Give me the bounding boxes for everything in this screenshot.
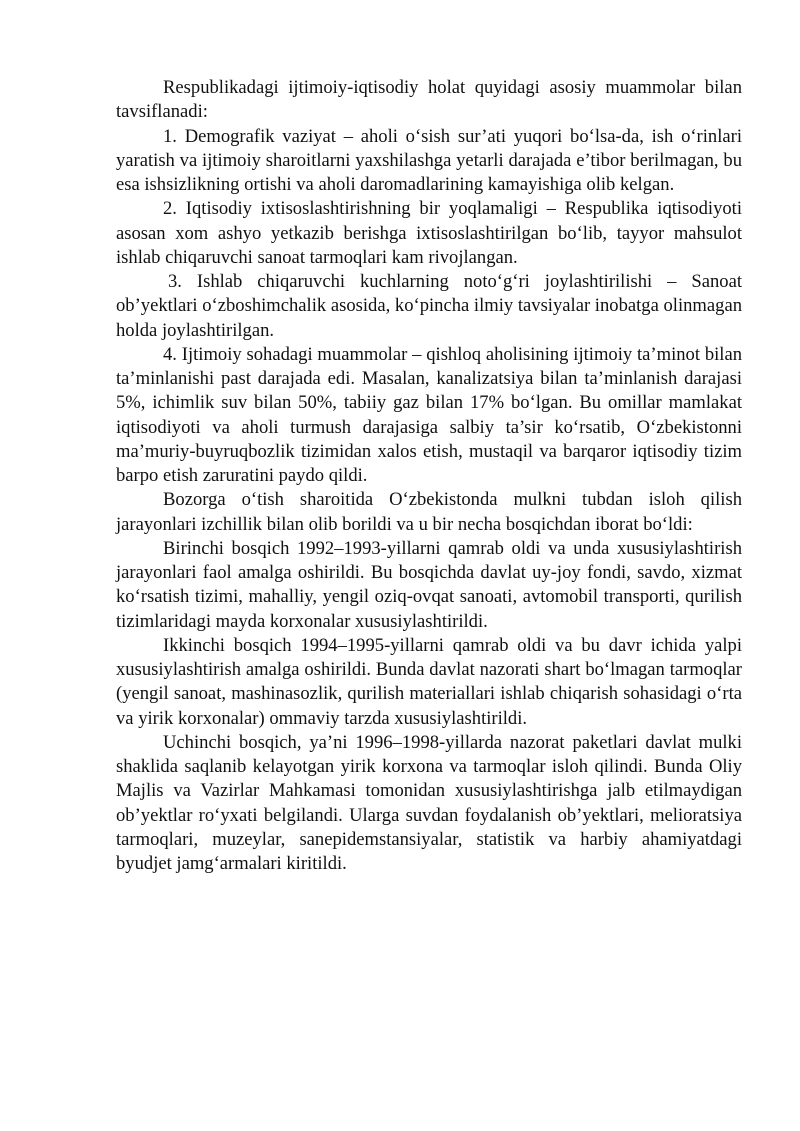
- market-transition-paragraph: Bozorga o‘tish sharoitida O‘zbekistonda mulkni tubdan isloh qilish jarayonlari izchillik bilan olib borildi va u bir necha bosqichdan iborat bo‘ldi:: [116, 489, 742, 535]
- stage-3-paragraph: Uchinchi bosqich, ya’ni 1996–1998-yillarda nazorat paketlari davlat mulki shaklida saqlanib kelayotgan yirik korxona va tarmoqlar isloh qilindi. Bunda Oliy Majlis va Vazirlar Mahkamasi tomonidan xususiylashtirishga jalb etilmaydigan ob’yektlar ro‘yxati belgilandi. Ularga suvdan foydalanish ob’yektlari, melioratsiya tarmoqlari, muzeylar, sanepidemstansiyalar, statistik va harbiy ahamiyatdagi byudjet jamg‘armalari kiritildi.: [116, 731, 742, 874]
- document-page: [116, 76, 742, 876]
- problem-1-paragraph: 1. Demografik vaziyat – aholi o‘sish sur’ati yuqori bo‘lsa-da, ish o‘rinlari yaratish va ijtimoiy sharoitlarni yaxshilashga yetarli darajada e’tibor berilmagan, bu esa ishsizlikning ortishi va aholi daromadlarining kamayishiga olib kelgan.: [116, 125, 742, 195]
- problem-2-paragraph: 2. Iqtisodiy ixtisoslashtirishning bir yoqlamaligi – Respublika iqtisodiyoti asosan xom ashyo yetkazib berishga ixtisoslashtirilgan bo‘lib, tayyor mahsulot ishlab chiqaruvchi sanoat tarmoqlari kam rivojlangan.: [116, 198, 742, 268]
- problem-4-paragraph: 4. Ijtimoiy sohadagi muammolar – qishloq aholisining ijtimoiy ta’minot bilan ta’minlanishi past darajada edi. Masalan, kanalizatsiya bilan ta’minlanish darajasi 5%, ichimlik suv bilan 50%, tabiiy gaz bilan 17% bo‘lgan. Bu omillar mamlakat iqtisodiyoti va aholi turmush darajasiga salbiy ta’sir ko‘rsatib, O‘zbekistonni ma’muriy-buyruqbozlik tizimidan xalos etish, mustaqil va barqaror iqtisodiy tizim barpo etish zaruratini paydo qildi.: [116, 343, 742, 486]
- problem-3-paragraph: 3. Ishlab chiqaruvchi kuchlarning noto‘g‘ri joylashtirilishi – Sanoat ob’yektlari o‘zboshimchalik asosida, ko‘pincha ilmiy tavsiyalar inobatga olinmagan holda joylashtirilgan.: [116, 271, 742, 341]
- intro-paragraph: Respublikadagi ijtimoiy-iqtisodiy holat quyidagi asosiy muammolar bilan tavsiflanadi:: [116, 77, 742, 123]
- stage-2-paragraph: Ikkinchi bosqich 1994–1995-yillarni qamrab oldi va bu davr ichida yalpi xususiylashtirish amalga oshirildi. Bunda davlat nazorati shart bo‘lmagan tarmoqlar (yengil sanoat, mashinasozlik, qurilish materiallari ishlab chiqarish sohasidagi o‘rta va yirik korxonalar) ommaviy tarzda xususiylashtirildi.: [116, 634, 742, 729]
- stage-1-paragraph: Birinchi bosqich 1992–1993-yillarni qamrab oldi va unda xususiylashtirish jarayonlari faol amalga oshirildi. Bu bosqichda davlat uy-joy fondi, savdo, xizmat ko‘rsatish tizimi, mahalliy, yengil oziq-ovqat sanoati, avtomobil transporti, qurilish tizimlaridagi mayda korxonalar xususiylashtirildi.: [116, 537, 742, 632]
